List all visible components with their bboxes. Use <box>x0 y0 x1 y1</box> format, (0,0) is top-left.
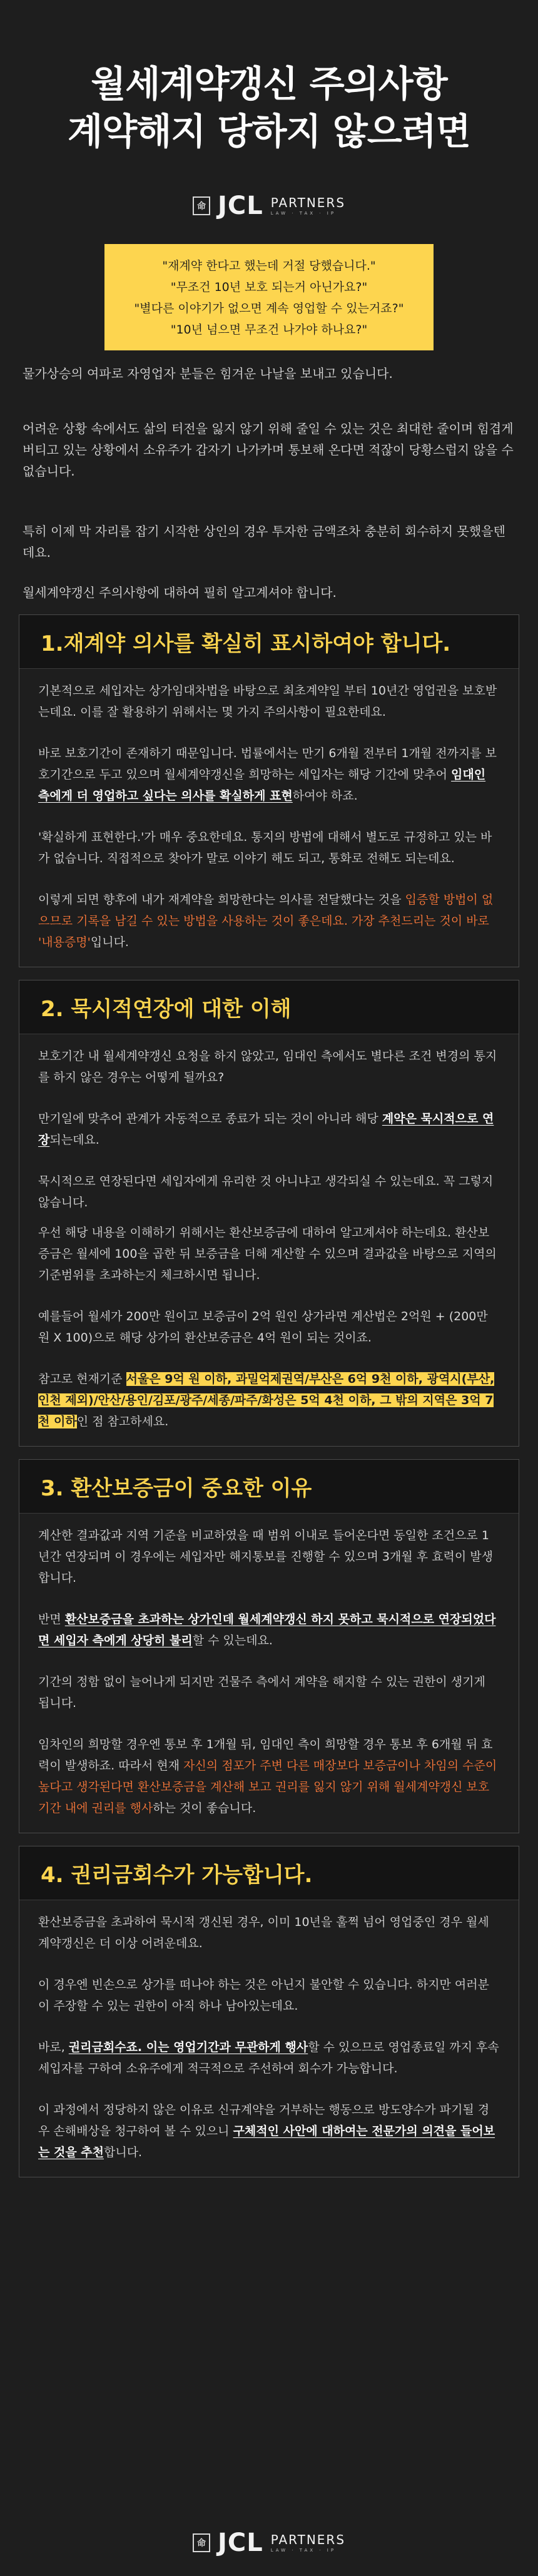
section-paragraph: 기본적으로 세입자는 상가임대차법을 바탕으로 최초계약일 부터 10년간 영업권을 보호받는데요. 이를 잘 활용하기 위해서는 몇 가지 주의사항이 필요한데요. <box>38 684 497 719</box>
hero <box>0 0 538 155</box>
quote-box <box>104 244 434 350</box>
section-4-title: 4. 권리금회수가 가능합니다. <box>41 1863 313 1888</box>
emphasis-text: 구체적인 사안에 대하여는 전문가의 의견을 들어보는 것을 추천 <box>38 2124 495 2159</box>
section-2-title: 2. 묵시적연장에 대한 이해 <box>41 997 292 1022</box>
logo-name: JCL <box>217 2528 263 2557</box>
intro-paragraph: 특히 이제 막 자리를 잡기 시작한 상인의 경우 투자한 금액조차 충분히 회수하지 못했을텐데요. <box>23 524 505 560</box>
intro <box>0 363 538 603</box>
quote-item: "무조건 10년 보호 되는거 아닌가요?" <box>170 280 368 294</box>
section-paragraph: 우선 해당 내용을 이해하기 위해서는 환산보증금에 대하여 알고계셔야 하는데요. 환산보증금은 월세에 100을 곱한 뒤 보증금을 더해 계산할 수 있으며 결과값을 바탕으로 지역의 기준범위를 초과하는지 체크하시면 됩니다. <box>38 1226 497 1282</box>
section-paragraph: 기간의 정함 없이 늘어나게 되지만 건물주 측에서 계약을 해지할 수 있는 권한이 생기게 됩니다. <box>38 1675 485 1710</box>
quote-item: "별다른 이야기가 없으면 계속 영업할 수 있는거죠?" <box>134 302 404 315</box>
intro-paragraph: 어려운 상황 속에서도 삶의 터전을 잃지 않기 위해 줄일 수 있는 것은 최대한 줄이며 힘겹게 버티고 있는 상황에서 소유주가 갑자기 나가카며 통보해 온다면 적잖이 당황스럽지 않을 수 없습니다. <box>23 421 514 479</box>
section-2 <box>19 980 519 1447</box>
section-paragraph: 묵시적으로 연장된다면 세입자에게 유리한 것 아니냐고 생각되실 수 있는데요. 꼭 그렇지 않습니다. <box>38 1174 494 1209</box>
section-paragraph: 이 과정에서 정당하지 않은 이유로 신규계약을 거부하는 행동으로 방도양수가 파기될 경우 손해배상을 청구하여 볼 수 있으니 구체적인 사안에 대하여는 전문가의 의견을 들어보는 것을 추천합니다. <box>38 2103 495 2159</box>
quote-item: "10년 넘으면 무조건 나가야 하나요?" <box>170 323 368 337</box>
section-paragraph: 예를들어 월세가 200만 원이고 보증금이 2억 원인 상가라면 계산법은 2억원 + (200만 원 X 100)으로 해당 상가의 환산보증금은 4억 원이 되는 것이죠. <box>38 1310 488 1345</box>
section-paragraph: 환산보증금을 초과하여 묵시적 갱신된 경우, 이미 10년을 훌쩍 넘어 영업중인 경우 월세계약갱신은 더 이상 어려운데요. <box>38 1915 489 1950</box>
logo-name: JCL <box>217 191 263 220</box>
emphasis-text: 임대인 측에게 더 영업하고 싶다는 의사를 확실하게 표현 <box>38 768 486 803</box>
section-paragraph: 임차인의 희망할 경우엔 통보 후 1개월 뒤, 임대인 측이 희망할 경우 통보 후 6개월 뒤 효력이 발생하죠. 따라서 현재 자신의 점포가 주변 다른 매장보다 보증금이나 차임의 수준이 높다고 생각된다면 환산보증금을 계산해 보고 권리를 잃지 않기 위해 월세계약갱신 보호기간 내에 권리를 행사하는 것이 좋습니다. <box>38 1738 497 1815</box>
emphasis-text: 환산보증금을 초과하는 상가인데 월세계약갱신 하지 못하고 묵시적으로 연장되었다면 세입자 측에게 상당히 불리 <box>38 1612 496 1647</box>
section-paragraph: 계산한 결과값과 지역 기준을 비교하였을 때 범위 이내로 들어온다면 동일한 조건으로 1년간 연장되며 이 경우에는 세입자만 해지통보를 진행할 수 있으며 3개월 후 효력이 발생합니다. <box>38 1529 493 1585</box>
emphasis-text: 입증할 방법이 없으므로 기록을 남길 수 있는 방법을 사용하는 것이 좋은데요. 가장 추천드리는 것이 바로 '내용증명' <box>38 893 494 949</box>
logo-partners: PARTNERS <box>270 2532 346 2547</box>
section-paragraph: 이 경우엔 빈손으로 상가를 떠나야 하는 것은 아닌지 불안할 수 있습니다. 하지만 여러분이 주장할 수 있는 권한이 아직 하나 남아있는데요. <box>38 1978 489 2013</box>
section-paragraph: 참고로 현재기준 서울은 9억 원 이하, 과밀억제권역/부산은 6억 9천 이하, 광역시(부산, 인천 제외)/안산/용인/김포/광주/세종/파주/화성은 5억 4천 이하, 그 밖의 지역은 3억 7천 이하인 점 참고하세요. <box>38 1372 495 1428</box>
brand-logo <box>0 191 538 220</box>
section-3 <box>19 1459 519 1833</box>
logo-mark-icon: 命 <box>193 2533 210 2552</box>
logo-mark-icon: 命 <box>193 196 210 215</box>
page-title <box>0 60 538 155</box>
section-paragraph: 보호기간 내 월세계약갱신 요청을 하지 않았고, 임대인 측에서도 별다른 조건 변경의 통지를 하지 않은 경우는 어떻게 될까요? <box>38 1049 497 1084</box>
section-4 <box>19 1846 519 2177</box>
intro-paragraph: 물가상승의 여파로 자영업자 분들은 힘겨운 나날을 보내고 있습니다. <box>23 366 393 381</box>
intro-paragraph: 월세계약갱신 주의사항에 대하여 필히 알고계셔야 합니다. <box>23 585 337 600</box>
section-paragraph: 만기일에 맞추어 관계가 자동적으로 종료가 되는 것이 아니라 해당 계약은 묵시적으로 연장되는데요. <box>38 1112 494 1147</box>
emphasis-text: 계약은 묵시적으로 연장 <box>38 1112 494 1147</box>
section-paragraph: 바로, 권리금회수죠. 이는 영업기간과 무관하게 행사할 수 있으므로 영업종료일 까지 후속세입자를 구하여 소유주에게 적극적으로 주선하여 회수가 가능합니다. <box>38 2040 499 2075</box>
highlight-text: 서울은 9억 원 이하, 과밀억제권역/부산은 6억 9천 이하, 광역시(부산, 인천 제외)/안산/용인/김포/광주/세종/파주/화성은 5억 4천 이하, 그 밖의 지역은 3억 7천 이하 <box>38 1372 495 1428</box>
section-paragraph: 바로 보호기간이 존재하기 때문입니다. 법률에서는 만기 6개월 전부터 1개월 전까지를 보호기간으로 두고 있으며 월세계약갱신을 희망하는 세입자는 해당 기간에 맞추어 임대인 측에게 더 영업하고 싶다는 의사를 확실하게 표현하여야 하죠. <box>38 746 497 803</box>
section-paragraph: 이렇게 되면 향후에 내가 재계약을 희망한다는 의사를 전달했다는 것을 입증할 방법이 없으므로 기록을 남길 수 있는 방법을 사용하는 것이 좋은데요. 가장 추천드리는 것이 바로 '내용증명'입니다. <box>38 893 494 949</box>
section-1-title: 1.재계약 의사를 확실히 표시하여야 합니다. <box>41 631 451 656</box>
section-paragraph: '확실하게 표현한다.'가 매우 중요한데요. 통지의 방법에 대해서 별도로 규정하고 있는 바가 없습니다. 직접적으로 찾아가 말로 이야기 해도 되고, 통화로 전해도 되는데요. <box>38 830 492 865</box>
title-line-2: 계약해지 당하지 않으려면 <box>68 110 470 153</box>
section-1 <box>19 614 519 967</box>
title-line-1: 월세계약갱신 주의사항 <box>91 63 447 105</box>
footer-logo <box>0 2528 538 2557</box>
quote-item: "재계약 한다고 했는데 거절 당했습니다." <box>162 259 376 273</box>
logo-subtitle: LAW · TAX · IP <box>270 2547 337 2553</box>
logo-partners: PARTNERS <box>270 195 346 210</box>
emphasis-text: 권리금회수죠. 이는 영업기간과 무관하게 행사 <box>68 2040 308 2054</box>
logo-subtitle: LAW · TAX · IP <box>270 210 337 216</box>
section-3-title: 3. 환산보증금이 중요한 이유 <box>41 1476 312 1501</box>
emphasis-text: 자신의 점포가 주변 다른 매장보다 보증금이나 차임의 수준이 높다고 생각된다면 환산보증금을 계산해 보고 권리를 잃지 않기 위해 월세계약갱신 보호기간 내에 권리를 행사 <box>38 1759 497 1815</box>
section-paragraph: 반면 환산보증금을 초과하는 상가인데 월세계약갱신 하지 못하고 묵시적으로 연장되었다면 세입자 측에게 상당히 불리할 수 있는데요. <box>38 1612 496 1647</box>
